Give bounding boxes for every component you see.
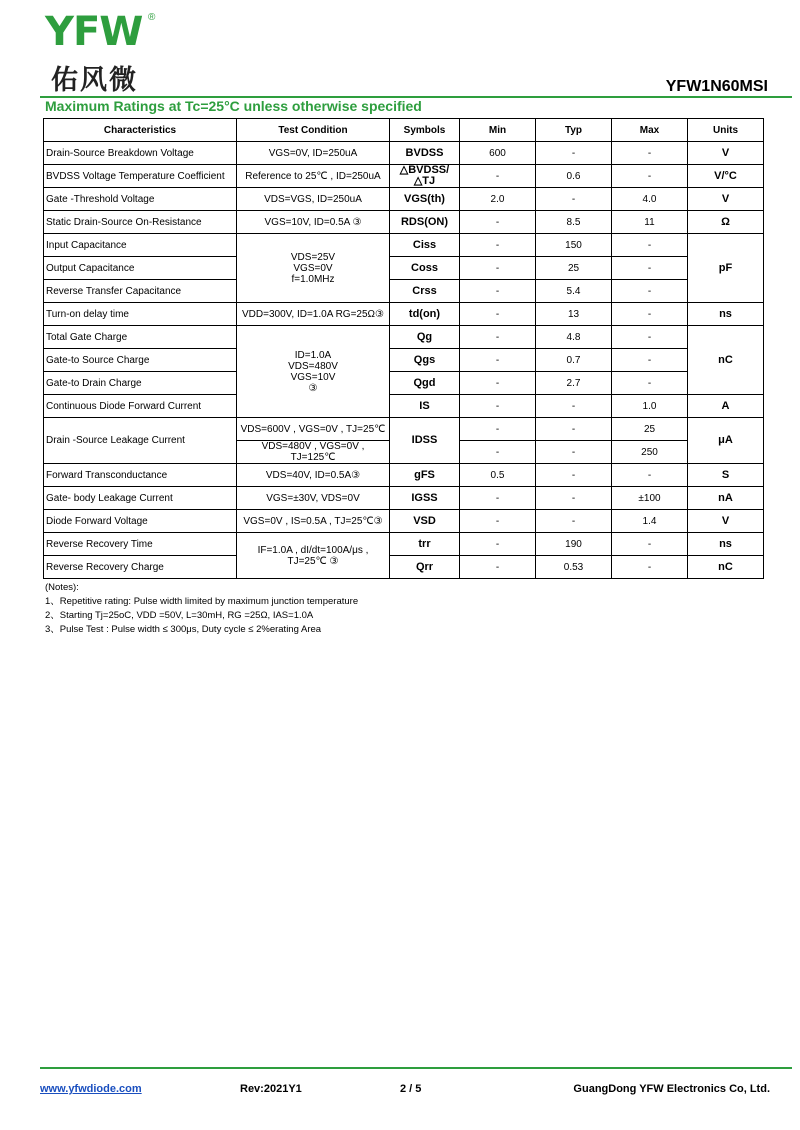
header-units: Units (688, 119, 764, 142)
typ-cell: 0.6 (536, 165, 612, 188)
typ-cell: 150 (536, 234, 612, 257)
min-cell: - (460, 165, 536, 188)
condition-line: f=1.0MHz (291, 273, 335, 285)
note-item: 3、Pulse Test : Pulse width ≤ 300μs, Duty cycle ≤ 2%erating Area (45, 624, 322, 635)
logo-letters: YFW (45, 9, 143, 55)
recovery-condition-cell (237, 533, 390, 579)
max-cell: - (612, 349, 688, 372)
symbol-cell: IGSS (390, 487, 460, 510)
min-cell: - (460, 280, 536, 303)
table-row (44, 280, 764, 303)
max-cell: 250 (612, 441, 688, 464)
unit-cell: V (688, 188, 764, 211)
footer-divider (40, 1067, 792, 1069)
characteristic-cell: Drain -Source Leakage Current (44, 418, 237, 464)
condition-cell: VGS=±30V, VDS=0V (237, 487, 390, 510)
condition-line: IF=1.0A , dI/dt=100A/μs , (257, 544, 369, 556)
min-cell: 0.5 (460, 464, 536, 487)
symbol-cell: BVDSS (390, 142, 460, 165)
condition-line: VGS=0V (293, 262, 333, 274)
condition-cell: VDS=480V , VGS=0V , TJ=125℃ (237, 441, 390, 464)
condition-cell: Reference to 25℃ , ID=250uA (237, 165, 390, 188)
part-number: YFW1N60MSI (665, 78, 768, 95)
symbol-cell: td(on) (390, 303, 460, 326)
header-symbols: Symbols (390, 119, 460, 142)
characteristic-cell: Gate -Threshold Voltage (44, 188, 237, 211)
min-cell: - (460, 372, 536, 395)
min-cell: 2.0 (460, 188, 536, 211)
unit-cell: S (688, 464, 764, 487)
typ-cell: 5.4 (536, 280, 612, 303)
symbol-cell: Qgd (390, 372, 460, 395)
max-cell: 25 (612, 418, 688, 441)
table-row (44, 211, 764, 234)
unit-cell: V (688, 510, 764, 533)
unit-cell: ns (688, 533, 764, 556)
section-title: Maximum Ratings at Tc=25°C unless otherwise specified (45, 98, 422, 114)
min-cell: - (460, 487, 536, 510)
condition-cell: VDS=40V, ID=0.5A③ (237, 464, 390, 487)
symbol-cell: IDSS (390, 418, 460, 464)
symbol-cell: VSD (390, 510, 460, 533)
company-name: GuangDong YFW Electronics Co, Ltd. (573, 1083, 770, 1095)
header-test-condition: Test Condition (237, 119, 390, 142)
unit-cell: μA (688, 418, 764, 464)
characteristic-cell: Drain-Source Breakdown Voltage (44, 142, 237, 165)
characteristic-cell: Reverse Transfer Capacitance (44, 280, 237, 303)
min-cell: - (460, 556, 536, 579)
table-row (44, 395, 764, 418)
typ-cell: 13 (536, 303, 612, 326)
symbol-cell: gFS (390, 464, 460, 487)
typ-cell: - (536, 441, 612, 464)
company-logo (45, 9, 160, 96)
header-min: Min (460, 119, 536, 142)
unit-cell: A (688, 395, 764, 418)
note-item: 2、Starting Tj=25oC, VDD =50V, L=30mH, RG =25Ω, IAS=1.0A (45, 610, 314, 621)
typ-cell: 190 (536, 533, 612, 556)
max-cell: - (612, 372, 688, 395)
max-cell: - (612, 234, 688, 257)
typ-cell: 8.5 (536, 211, 612, 234)
page-number: 2 / 5 (400, 1083, 422, 1095)
typ-cell: 2.7 (536, 372, 612, 395)
table-row (44, 487, 764, 510)
max-cell: - (612, 280, 688, 303)
characteristic-cell: Diode Forward Voltage (44, 510, 237, 533)
table-row (44, 165, 764, 188)
characteristic-cell: Continuous Diode Forward Current (44, 395, 237, 418)
min-cell: - (460, 349, 536, 372)
capacitance-condition-cell (237, 234, 390, 303)
min-cell: - (460, 257, 536, 280)
condition-cell: VGS=0V , IS=0.5A , TJ=25℃③ (237, 510, 390, 533)
typ-cell: - (536, 418, 612, 441)
symbol-cell: RDS(ON) (390, 211, 460, 234)
typ-cell: - (536, 188, 612, 211)
condition-line: VDS=480V (288, 360, 338, 372)
characteristic-cell: Reverse Recovery Charge (44, 556, 237, 579)
min-cell: - (460, 395, 536, 418)
table-row (44, 303, 764, 326)
min-cell: - (460, 211, 536, 234)
table-row (44, 510, 764, 533)
typ-cell: - (536, 395, 612, 418)
symbol-cell: IS (390, 395, 460, 418)
registered-mark: ® (148, 12, 156, 23)
max-cell: - (612, 556, 688, 579)
max-cell: - (612, 303, 688, 326)
max-cell: - (612, 464, 688, 487)
symbol-cell: Coss (390, 257, 460, 280)
min-cell: - (460, 441, 536, 464)
table-row (44, 464, 764, 487)
table-row (44, 257, 764, 280)
table-row (44, 142, 764, 165)
typ-cell: 0.7 (536, 349, 612, 372)
typ-cell: 0.53 (536, 556, 612, 579)
max-cell: - (612, 257, 688, 280)
characteristic-cell: Reverse Recovery Time (44, 533, 237, 556)
typ-cell: - (536, 487, 612, 510)
ratings-table (43, 118, 764, 579)
symbol-cell: Crss (390, 280, 460, 303)
max-cell: - (612, 165, 688, 188)
symbol-cell: Qgs (390, 349, 460, 372)
condition-cell: VGS=0V, ID=250uA (237, 142, 390, 165)
max-cell: - (612, 142, 688, 165)
symbol-cell: trr (390, 533, 460, 556)
min-cell: - (460, 326, 536, 349)
unit-cell: pF (688, 234, 764, 303)
condition-cell: VDS=VGS, ID=250uA (237, 188, 390, 211)
typ-cell: 25 (536, 257, 612, 280)
website-link[interactable]: www.yfwdiode.com (40, 1083, 142, 1095)
characteristic-cell: Static Drain-Source On-Resistance (44, 211, 237, 234)
min-cell: - (460, 533, 536, 556)
table-row (44, 418, 764, 441)
min-cell: - (460, 303, 536, 326)
condition-cell: VDS=600V , VGS=0V , TJ=25℃ (237, 418, 390, 441)
characteristic-cell: Gate-to Drain Charge (44, 372, 237, 395)
header-typ: Typ (536, 119, 612, 142)
table-row (44, 372, 764, 395)
symbol-cell: Qrr (390, 556, 460, 579)
table-row (44, 556, 764, 579)
revision-label: Rev:2021Y1 (240, 1083, 302, 1095)
max-cell: - (612, 326, 688, 349)
characteristic-cell: Forward Transconductance (44, 464, 237, 487)
condition-line: VGS=10V (290, 371, 336, 383)
max-cell: 4.0 (612, 188, 688, 211)
unit-cell: Ω (688, 211, 764, 234)
unit-cell: V (688, 142, 764, 165)
logo-chinese-name: 佑风微 (51, 65, 138, 96)
symbol-cell: △BVDSS/△TJ (390, 165, 460, 188)
header-max: Max (612, 119, 688, 142)
unit-cell: nC (688, 556, 764, 579)
characteristic-cell: Input Capacitance (44, 234, 237, 257)
gate-charge-condition-cell (237, 326, 390, 418)
characteristic-cell: BVDSS Voltage Temperature Coefficient (44, 165, 237, 188)
characteristic-cell: Total Gate Charge (44, 326, 237, 349)
table-row (44, 326, 764, 349)
max-cell: 1.0 (612, 395, 688, 418)
max-cell: ±100 (612, 487, 688, 510)
condition-line: VDS=25V (290, 251, 336, 263)
characteristic-cell: Turn-on delay time (44, 303, 237, 326)
characteristic-cell: Gate-to Source Charge (44, 349, 237, 372)
table-row (44, 188, 764, 211)
table-row (44, 349, 764, 372)
condition-cell: VDD=300V, ID=1.0A RG=25Ω③ (237, 303, 390, 326)
notes-heading: (Notes): (45, 582, 79, 593)
typ-cell: 4.8 (536, 326, 612, 349)
min-cell: - (460, 510, 536, 533)
min-cell: - (460, 418, 536, 441)
symbol-cell: Ciss (390, 234, 460, 257)
table-row (44, 533, 764, 556)
symbol-cell: VGS(th) (390, 188, 460, 211)
max-cell: - (612, 533, 688, 556)
characteristic-cell: Output Capacitance (44, 257, 237, 280)
typ-cell: - (536, 464, 612, 487)
condition-line: TJ=25℃ ③ (287, 555, 339, 567)
min-cell: - (460, 234, 536, 257)
characteristic-cell: Gate- body Leakage Current (44, 487, 237, 510)
condition-line: ID=1.0A (294, 349, 332, 361)
header-characteristics: Characteristics (44, 119, 237, 142)
typ-cell: - (536, 142, 612, 165)
unit-cell: V/°C (688, 165, 764, 188)
table-row (44, 234, 764, 257)
max-cell: 1.4 (612, 510, 688, 533)
condition-line: ③ (308, 382, 318, 394)
condition-cell: VGS=10V, ID=0.5A ③ (237, 211, 390, 234)
typ-cell: - (536, 510, 612, 533)
table-header-row (44, 119, 764, 142)
unit-cell: ns (688, 303, 764, 326)
max-cell: 11 (612, 211, 688, 234)
min-cell: 600 (460, 142, 536, 165)
note-item: 1、Repetitive rating: Pulse width limited by maximum junction temperature (45, 596, 359, 607)
symbol-cell: Qg (390, 326, 460, 349)
notes-block (45, 581, 358, 637)
unit-cell: nA (688, 487, 764, 510)
unit-cell: nC (688, 326, 764, 395)
